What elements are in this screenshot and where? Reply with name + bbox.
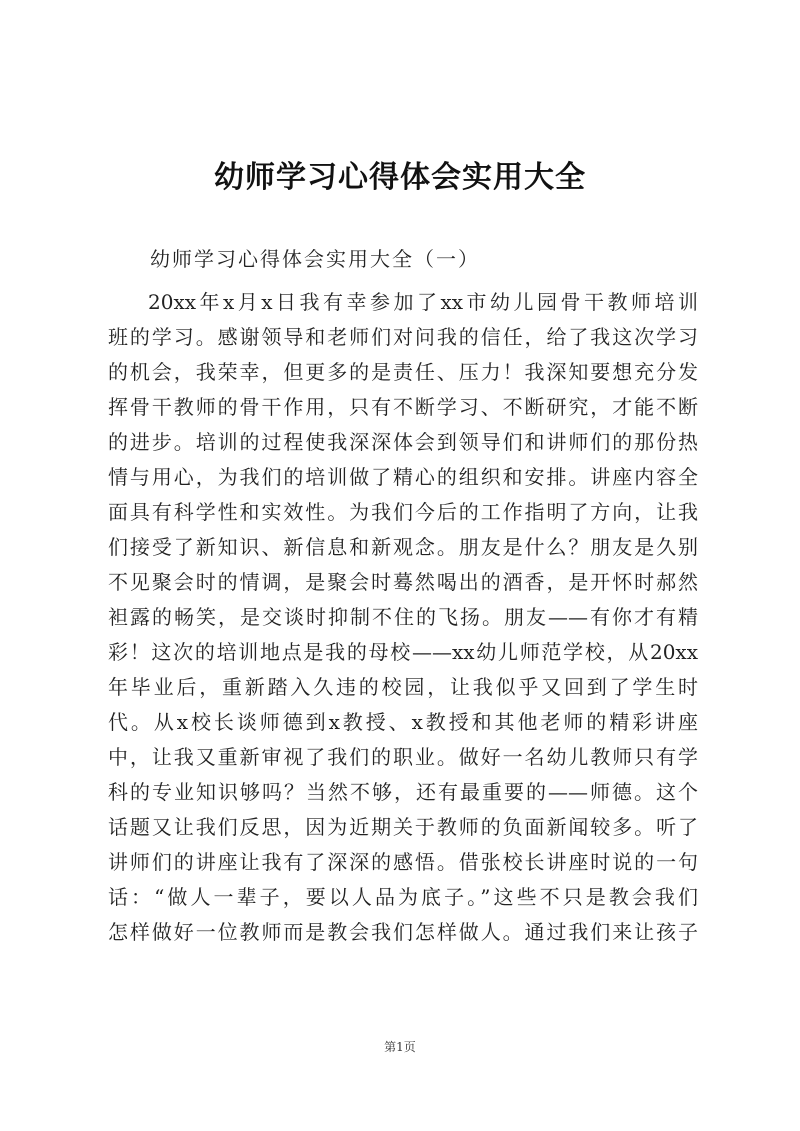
- text-line: 情与用心，为我们的培训做了精心的组织和安排。讲座内容全: [108, 465, 698, 489]
- text-line: 面具有科学性和实效性。为我们今后的工作指明了方向，让我: [108, 500, 698, 524]
- section-heading: 幼师学习心得体会实用大全（一）: [150, 247, 480, 271]
- text-line: 讲师们的讲座让我有了深深的感悟。借张校长讲座时说的一句: [108, 850, 698, 874]
- text-line: 科的专业知识够吗？当然不够，还有最重要的——师德。这个: [108, 780, 698, 804]
- document-title: 幼师学习心得体会实用大全: [214, 160, 586, 195]
- text-line: 话：“做人一辈子，要以人品为底子。”这些不只是教会我们: [108, 885, 698, 909]
- text-line: 的进步。培训的过程使我深深体会到领导们和讲师们的那份热: [108, 430, 698, 454]
- text-line: 20xx年x月x日我有幸参加了xx市幼儿园骨干教师培训: [148, 290, 698, 314]
- text-line: 班的学习。感谢领导和老师们对问我的信任，给了我这次学习: [108, 325, 698, 349]
- text-line: 不见聚会时的情调，是聚会时蓦然喝出的酒香，是开怀时郝然: [108, 570, 698, 594]
- body-text: [108, 285, 698, 950]
- text-line: 中，让我又重新审视了我们的职业。做好一名幼儿教师只有学: [108, 745, 698, 769]
- page-number: 第1页: [384, 1040, 416, 1054]
- text-line: 挥骨干教师的骨干作用，只有不断学习、不断研究，才能不断: [108, 395, 698, 419]
- text-line: 年毕业后，重新踏入久违的校园，让我似乎又回到了学生时: [108, 675, 698, 699]
- text-line: 话题又让我们反思，因为近期关于教师的负面新闻较多。听了: [108, 815, 698, 839]
- text-line: 们接受了新知识、新信息和新观念。朋友是什么？朋友是久别: [108, 535, 698, 559]
- text-line: 袒露的畅笑，是交谈时抑制不住的飞扬。朋友——有你才有精: [108, 605, 698, 629]
- text-line: 代。从x校长谈师德到x教授、x教授和其他老师的精彩讲座: [108, 710, 698, 734]
- text-line: 彩！这次的培训地点是我的母校——xx幼儿师范学校，从20xx: [108, 640, 698, 664]
- text-line: 怎样做好一位教师而是教会我们怎样做人。通过我们来让孩子: [108, 920, 698, 944]
- text-line: 的机会，我荣幸，但更多的是责任、压力！我深知要想充分发: [108, 360, 698, 384]
